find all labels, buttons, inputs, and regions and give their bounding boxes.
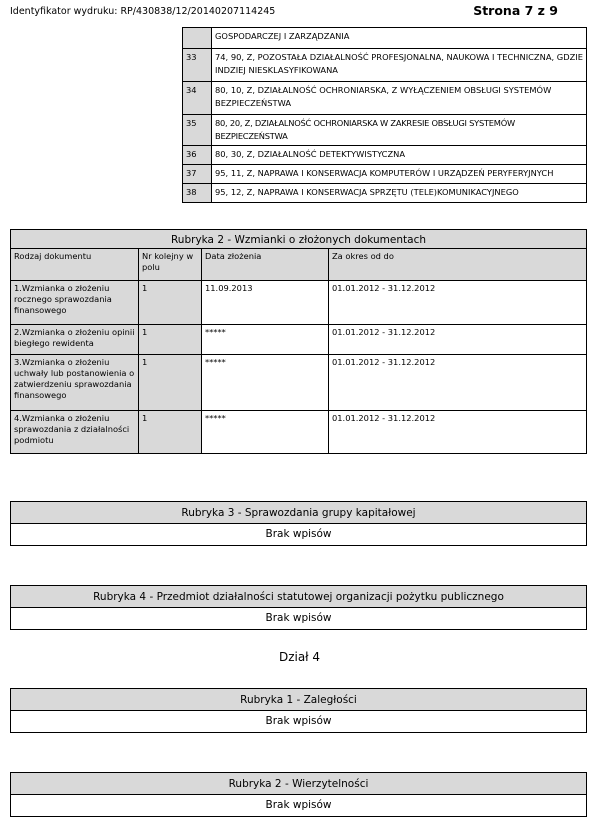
- document-period: 01.01.2012 - 31.12.2012: [329, 325, 587, 355]
- pkd-num: 37: [183, 165, 212, 184]
- table-row: [11, 325, 587, 355]
- pkd-text: 95, 12, Z, NAPRAWA I KONSERWACJA SPRZĘTU (TELE)KOMUNIKACYJNEGO: [212, 184, 587, 203]
- d4-rubryka2-box: [10, 772, 587, 817]
- section-title: Rubryka 3 - Sprawozdania grupy kapitałowej: [11, 502, 586, 524]
- document-type: 3.Wzmianka o złożeniu uchwały lub postanowienia o zatwierdzeniu sprawozdania finansowego: [11, 355, 139, 411]
- document-nr: 1: [139, 325, 202, 355]
- document-nr: 1: [139, 355, 202, 411]
- document-date: *****: [202, 411, 329, 454]
- print-identifier: Identyfikator wydruku: RP/430838/12/20140207114245: [10, 6, 276, 17]
- document-period: 01.01.2012 - 31.12.2012: [329, 281, 587, 325]
- document-date: *****: [202, 325, 329, 355]
- no-entries-text: Brak wpisów: [265, 612, 332, 624]
- pkd-num: [183, 28, 212, 49]
- column-header: Rodzaj dokumentu: [11, 249, 139, 281]
- table-row: [183, 28, 587, 49]
- document-period: 01.01.2012 - 31.12.2012: [329, 355, 587, 411]
- pkd-table: [182, 27, 587, 203]
- section-heading-dzial4: Dział 4: [278, 650, 321, 664]
- section-title: Rubryka 2 - Wzmianki o złożonych dokumentach: [11, 230, 587, 249]
- document-date: *****: [202, 355, 329, 411]
- document-nr: 1: [139, 411, 202, 454]
- no-entries-text: Brak wpisów: [265, 799, 332, 811]
- column-header: Data złożenia: [202, 249, 329, 281]
- column-header: Nr kolejny w polu: [139, 249, 202, 281]
- section-title: Rubryka 4 - Przedmiot działalności statutowej organizacji pożytku publicznego: [11, 586, 586, 608]
- documents-table: [10, 229, 587, 454]
- no-entries-text: Brak wpisów: [265, 715, 332, 727]
- table-row: [183, 146, 587, 165]
- table-row: [11, 411, 587, 454]
- section-title: Rubryka 2 - Wierzytelności: [11, 773, 586, 795]
- table-row: [183, 82, 587, 115]
- document-type: 4.Wzmianka o złożeniu sprawozdania z działalności podmiotu: [11, 411, 139, 454]
- pkd-text: 80, 10, Z, DZIAŁALNOŚĆ OCHRONIARSKA, Z WYŁĄCZENIEM OBSŁUGI SYSTEMÓW BEZPIECZEŃSTWA: [212, 82, 587, 115]
- page-number: Strona 7 z 9: [473, 3, 558, 18]
- pkd-text: 80, 20, Z, DZIAŁALNOŚĆ OCHRONIARSKA W ZAKRESIE OBSŁUGI SYSTEMÓW BEZPIECZEŃSTWA: [212, 115, 587, 146]
- pkd-text: 95, 11, Z, NAPRAWA I KONSERWACJA KOMPUTERÓW I URZĄDZEŃ PERYFERYJNYCH: [212, 165, 587, 184]
- document-type: 1.Wzmianka o złożeniu rocznego sprawozdania finansowego: [11, 281, 139, 325]
- table-row: [183, 184, 587, 203]
- document-type: 2.Wzmianka o złożeniu opinii biegłego rewidenta: [11, 325, 139, 355]
- pkd-num: 35: [183, 115, 212, 146]
- pkd-num: 38: [183, 184, 212, 203]
- pkd-num: 33: [183, 49, 212, 82]
- document-period: 01.01.2012 - 31.12.2012: [329, 411, 587, 454]
- table-row: [183, 49, 587, 82]
- pkd-num: 34: [183, 82, 212, 115]
- pkd-num: 36: [183, 146, 212, 165]
- pkd-text: 80, 30, Z, DZIAŁALNOŚĆ DETEKTYWISTYCZNA: [212, 146, 587, 165]
- table-row: [11, 355, 587, 411]
- no-entries-text: Brak wpisów: [265, 528, 332, 540]
- table-row: [183, 115, 587, 146]
- pkd-text: GOSPODARCZEJ I ZARZĄDZANIA: [212, 28, 587, 49]
- section-title: Rubryka 1 - Zaległości: [11, 689, 586, 711]
- d4-rubryka1-box: [10, 688, 587, 733]
- pkd-text: 74, 90, Z, POZOSTAŁA DZIAŁALNOŚĆ PROFESJONALNA, NAUKOWA I TECHNICZNA, GDZIE INDZIEJ NIESKLASYFIKOWANA: [212, 49, 587, 82]
- document-nr: 1: [139, 281, 202, 325]
- column-header: Za okres od do: [329, 249, 587, 281]
- table-header-row: [11, 249, 587, 281]
- table-row: [11, 281, 587, 325]
- document-date: 11.09.2013: [202, 281, 329, 325]
- rubryka4-box: [10, 585, 587, 630]
- table-row: [183, 165, 587, 184]
- rubryka3-box: [10, 501, 587, 546]
